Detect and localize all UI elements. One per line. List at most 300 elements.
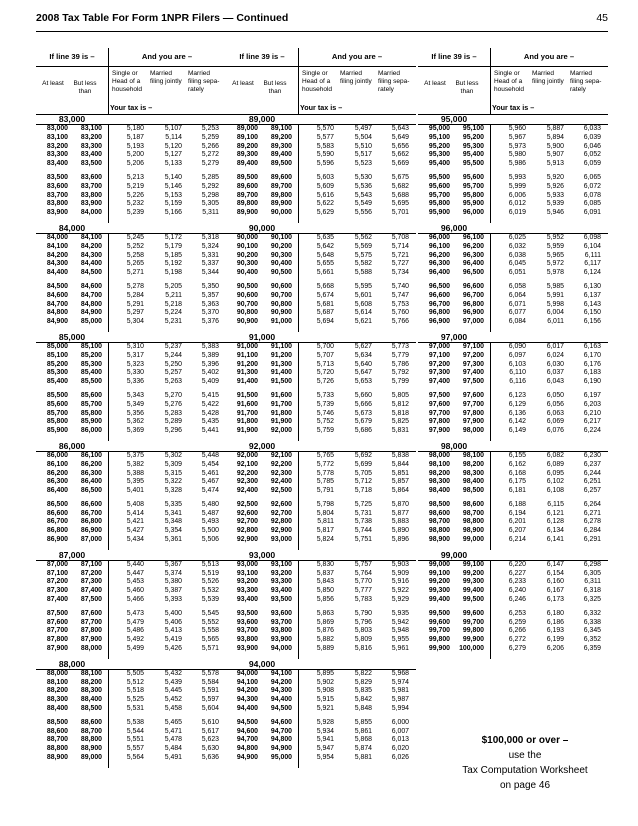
but-less-than-cell: 96,200 xyxy=(462,242,484,250)
but-less-than-cell: 89,200 xyxy=(270,133,292,141)
married-jointly-tax-cell: 5,660 xyxy=(354,391,372,399)
single-tax-cell: 6,071 xyxy=(508,300,526,308)
at-least-cell: 91,100 xyxy=(236,351,258,359)
married-separately-tax-cell: 5,532 xyxy=(201,587,219,595)
table-row xyxy=(36,478,226,487)
but-less-than-cell: 89,300 xyxy=(270,142,292,150)
table-row xyxy=(226,527,416,536)
married-separately-tax-cell: 5,487 xyxy=(201,509,219,517)
single-tax-cell: 5,791 xyxy=(316,487,334,495)
at-least-cell: 85,800 xyxy=(46,418,68,426)
at-least-cell: 86,200 xyxy=(46,469,68,477)
married-jointly-tax-cell: 6,082 xyxy=(546,451,564,459)
but-less-than-cell: 90,400 xyxy=(270,260,292,268)
band-heading-wrap xyxy=(226,114,416,125)
row-group xyxy=(418,174,608,223)
table-row xyxy=(418,636,608,645)
single-tax-cell: 5,648 xyxy=(316,251,334,259)
married-jointly-tax-cell: 5,692 xyxy=(354,451,372,459)
single-tax-cell: 5,505 xyxy=(126,669,144,677)
married-separately-tax-cell: 6,298 xyxy=(583,560,601,568)
single-tax-cell: 6,025 xyxy=(508,233,526,241)
married-separately-tax-cell: 5,467 xyxy=(201,478,219,486)
band-heading-wrap xyxy=(226,223,416,234)
but-less-than-cell: 100,000 xyxy=(459,645,484,653)
married-separately-tax-cell: 5,617 xyxy=(201,727,219,735)
row-group xyxy=(418,501,608,550)
but-less-than-cell: 84,900 xyxy=(80,309,102,317)
single-tax-cell: 5,967 xyxy=(508,133,526,141)
married-jointly-tax-cell: 5,426 xyxy=(164,645,182,653)
at-least-cell: 99,600 xyxy=(428,618,450,626)
table-row xyxy=(226,518,416,527)
but-less-than-cell: 85,900 xyxy=(80,418,102,426)
married-jointly-tax-cell: 5,803 xyxy=(354,627,372,635)
married-separately-tax-cell: 6,013 xyxy=(391,736,409,744)
married-separately-tax-cell: 5,805 xyxy=(391,391,409,399)
but-less-than-cell: 93,300 xyxy=(270,578,292,586)
at-least-cell: 97,600 xyxy=(428,400,450,408)
thousand-band-heading: 87,000 xyxy=(36,550,108,561)
band-rows xyxy=(36,343,226,441)
row-group xyxy=(36,343,226,392)
at-least-cell: 84,900 xyxy=(46,318,68,326)
single-tax-cell: 5,908 xyxy=(316,687,334,695)
married-jointly-tax-cell: 5,939 xyxy=(546,200,564,208)
thousand-band-heading: 94,000 xyxy=(226,659,298,670)
married-separately-tax-cell: 6,124 xyxy=(583,269,601,277)
single-tax-cell: 5,401 xyxy=(126,487,144,495)
married-separately-tax-cell: 5,844 xyxy=(391,460,409,468)
married-jointly-tax-cell: 5,413 xyxy=(164,627,182,635)
single-tax-cell: 5,570 xyxy=(316,125,334,132)
single-tax-cell: 5,655 xyxy=(316,260,334,268)
band-rows xyxy=(36,670,226,768)
table-row xyxy=(226,292,416,301)
single-tax-cell: 6,110 xyxy=(509,369,526,377)
but-less-than-cell: 90,100 xyxy=(270,233,292,241)
married-separately-tax-cell: 5,903 xyxy=(391,560,409,568)
single-tax-cell: 5,661 xyxy=(316,269,334,277)
table-row xyxy=(418,510,608,519)
single-tax-cell: 6,259 xyxy=(508,618,526,626)
married-separately-tax-cell: 6,046 xyxy=(583,142,601,150)
table-row xyxy=(226,705,416,714)
table-row xyxy=(418,343,608,352)
at-least-cell: 88,600 xyxy=(46,727,68,735)
band-heading-wrap xyxy=(418,223,608,234)
married-separately-tax-cell: 5,298 xyxy=(201,191,219,199)
header-divider xyxy=(490,48,491,114)
married-jointly-tax-cell: 5,224 xyxy=(164,309,182,317)
table-row xyxy=(36,352,226,361)
married-separately-tax-cell: 5,883 xyxy=(391,518,409,526)
married-separately-tax-cell: 5,851 xyxy=(391,469,409,477)
but-less-than-cell: 92,300 xyxy=(270,469,292,477)
married-jointly-tax-cell: 5,621 xyxy=(354,318,372,326)
but-less-than-cell: 87,800 xyxy=(80,627,102,635)
table-row xyxy=(418,292,608,301)
at-least-cell: 90,600 xyxy=(236,291,258,299)
but-less-than-cell: 89,500 xyxy=(270,160,292,168)
band-heading-wrap xyxy=(226,332,416,343)
married-jointly-tax-cell: 5,172 xyxy=(164,233,182,241)
table-row xyxy=(226,427,416,436)
but-less-than-cell: 91,700 xyxy=(270,400,292,408)
table-row xyxy=(226,696,416,705)
band-heading-rule xyxy=(490,550,608,561)
single-tax-cell: 6,175 xyxy=(508,478,526,486)
table-row xyxy=(226,192,416,201)
single-tax-cell: 6,253 xyxy=(508,609,526,617)
at-least-cell: 98,000 xyxy=(428,451,450,459)
but-less-than-cell: 98,200 xyxy=(462,460,484,468)
married-separately-label: Married filing sepa- rately xyxy=(188,70,220,93)
married-jointly-tax-cell: 6,056 xyxy=(546,400,564,408)
column-divider xyxy=(108,125,109,223)
single-tax-cell: 5,772 xyxy=(316,460,334,468)
married-separately-tax-cell: 5,610 xyxy=(201,718,219,726)
table-row xyxy=(36,719,226,728)
but-less-than-cell: 95,700 xyxy=(462,182,484,190)
married-separately-tax-cell: 5,454 xyxy=(201,460,219,468)
single-tax-cell: 5,219 xyxy=(126,182,144,190)
at-least-cell: 88,000 xyxy=(46,669,68,677)
married-separately-tax-cell: 5,721 xyxy=(391,251,409,259)
married-separately-tax-cell: 6,059 xyxy=(583,160,601,168)
but-less-than-cell: 93,500 xyxy=(270,596,292,604)
married-separately-tax-cell: 5,812 xyxy=(391,400,409,408)
single-tax-cell: 5,941 xyxy=(316,736,334,744)
married-separately-tax-cell: 5,558 xyxy=(201,627,219,635)
at-least-cell: 92,400 xyxy=(236,487,258,495)
married-jointly-tax-cell: 6,050 xyxy=(546,391,564,399)
but-less-than-cell: 85,100 xyxy=(80,342,102,350)
table-row xyxy=(418,487,608,496)
married-separately-tax-cell: 5,370 xyxy=(201,309,219,317)
married-jointly-tax-cell: 5,465 xyxy=(164,718,182,726)
band-rows xyxy=(418,343,608,441)
table-row xyxy=(226,452,416,461)
single-tax-cell: 5,232 xyxy=(126,200,144,208)
at-least-cell: 91,500 xyxy=(236,391,258,399)
single-tax-cell: 6,019 xyxy=(508,209,526,217)
but-less-than-cell: 83,700 xyxy=(80,182,102,190)
table-row xyxy=(36,536,226,545)
married-separately-tax-cell: 5,643 xyxy=(391,125,409,132)
single-tax-cell: 5,804 xyxy=(316,509,334,517)
at-least-cell: 91,400 xyxy=(236,378,258,386)
married-separately-tax-cell: 5,363 xyxy=(201,300,219,308)
column-divider xyxy=(490,125,491,223)
at-least-cell: 93,000 xyxy=(236,560,258,568)
row-group xyxy=(36,610,226,659)
at-least-cell: 96,200 xyxy=(428,251,450,259)
married-jointly-tax-cell: 5,718 xyxy=(354,487,372,495)
married-jointly-tax-cell: 5,595 xyxy=(354,282,372,290)
table-row xyxy=(36,301,226,310)
single-tax-cell: 5,934 xyxy=(316,727,334,735)
but-less-than-cell: 85,400 xyxy=(80,369,102,377)
but-less-than-cell: 92,700 xyxy=(270,509,292,517)
single-tax-cell: 5,479 xyxy=(126,618,144,626)
thousand-band-heading: 83,000 xyxy=(36,114,108,125)
table-row xyxy=(226,361,416,370)
table-row xyxy=(226,670,416,679)
row-group xyxy=(36,670,226,719)
but-less-than-cell: 86,700 xyxy=(80,509,102,517)
single-tax-cell: 6,240 xyxy=(508,587,526,595)
but-less-than-cell: 92,200 xyxy=(270,460,292,468)
single-tax-cell: 5,622 xyxy=(316,200,334,208)
at-least-cell: 84,800 xyxy=(46,309,68,317)
table-row xyxy=(226,636,416,645)
row-group xyxy=(418,452,608,501)
at-least-cell: 94,000 xyxy=(236,669,258,677)
table-row xyxy=(36,501,226,510)
but-less-than-cell: 85,200 xyxy=(80,351,102,359)
single-tax-cell: 5,518 xyxy=(126,687,144,695)
table-row xyxy=(36,209,226,218)
table-row xyxy=(36,134,226,143)
at-least-label: At least xyxy=(232,80,254,87)
married-jointly-tax-cell: 6,017 xyxy=(546,342,564,350)
single-tax-cell: 6,201 xyxy=(508,518,526,526)
married-separately-tax-cell: 5,747 xyxy=(391,291,409,299)
married-jointly-tax-cell: 6,199 xyxy=(546,636,564,644)
but-less-than-cell: 95,800 xyxy=(462,191,484,199)
married-jointly-tax-cell: 5,289 xyxy=(164,418,182,426)
single-tax-cell: 5,206 xyxy=(126,160,144,168)
married-jointly-tax-cell: 6,043 xyxy=(546,378,564,386)
married-separately-tax-cell: 5,337 xyxy=(201,260,219,268)
single-tax-cell: 5,856 xyxy=(316,596,334,604)
single-tax-cell: 6,084 xyxy=(508,318,526,326)
but-less-than-cell: 93,000 xyxy=(270,536,292,544)
but-less-than-cell: 87,300 xyxy=(80,578,102,586)
table-row xyxy=(226,269,416,278)
but-less-than-cell: 85,000 xyxy=(80,318,102,326)
married-separately-tax-cell: 5,909 xyxy=(391,569,409,577)
but-less-than-cell: 84,200 xyxy=(80,242,102,250)
at-least-cell: 90,200 xyxy=(236,251,258,259)
but-less-than-cell: 91,900 xyxy=(270,418,292,426)
single-tax-cell: 5,499 xyxy=(126,645,144,653)
at-least-cell: 91,200 xyxy=(236,360,258,368)
married-jointly-tax-cell: 5,809 xyxy=(354,636,372,644)
single-tax-cell: 6,272 xyxy=(508,636,526,644)
at-least-cell: 92,600 xyxy=(236,509,258,517)
table-row xyxy=(418,627,608,636)
single-tax-cell: 5,811 xyxy=(317,518,334,526)
single-tax-cell: 5,876 xyxy=(316,627,334,635)
married-jointly-tax-cell: 5,458 xyxy=(164,705,182,713)
at-least-cell: 95,300 xyxy=(428,151,450,159)
table-row xyxy=(36,745,226,754)
married-separately-tax-cell: 5,435 xyxy=(201,418,219,426)
row-group xyxy=(36,452,226,501)
married-separately-tax-cell: 5,396 xyxy=(201,360,219,368)
but-less-than-cell: 96,800 xyxy=(462,300,484,308)
single-tax-cell: 6,116 xyxy=(509,378,526,386)
married-separately-tax-cell: 5,578 xyxy=(201,669,219,677)
but-less-than-cell: 88,800 xyxy=(80,736,102,744)
table-row xyxy=(226,234,416,243)
at-least-cell: 96,000 xyxy=(428,233,450,241)
single-tax-cell: 5,447 xyxy=(126,569,144,577)
table-row xyxy=(36,645,226,654)
but-less-than-cell: 94,900 xyxy=(270,745,292,753)
married-jointly-tax-cell: 5,328 xyxy=(164,487,182,495)
single-tax-cell: 5,369 xyxy=(126,427,144,435)
single-tax-cell: 5,882 xyxy=(316,636,334,644)
married-separately-tax-cell: 5,292 xyxy=(201,182,219,190)
but-less-than-cell: 89,600 xyxy=(270,173,292,181)
married-separately-tax-cell: 5,714 xyxy=(391,242,409,250)
married-separately-tax-cell: 6,000 xyxy=(391,718,409,726)
band-heading-rule xyxy=(298,332,416,343)
but-less-than-cell: 84,600 xyxy=(80,282,102,290)
but-less-than-cell: 98,400 xyxy=(462,478,484,486)
married-jointly-tax-cell: 5,848 xyxy=(354,705,372,713)
single-tax-cell: 5,778 xyxy=(316,469,334,477)
single-tax-cell: 5,317 xyxy=(126,351,144,359)
single-tax-cell: 5,291 xyxy=(126,300,144,308)
married-jointly-tax-cell: 5,829 xyxy=(354,678,372,686)
married-jointly-tax-cell: 5,153 xyxy=(164,191,182,199)
married-jointly-tax-cell: 5,913 xyxy=(546,160,564,168)
married-jointly-tax-cell: 5,822 xyxy=(354,669,372,677)
thousand-band-heading: 91,000 xyxy=(226,332,298,343)
at-least-cell: 93,600 xyxy=(236,618,258,626)
but-less-than-cell: 98,100 xyxy=(462,451,484,459)
single-tax-cell: 6,155 xyxy=(508,451,526,459)
single-tax-cell: 6,181 xyxy=(508,487,526,495)
at-least-cell: 94,900 xyxy=(236,754,258,762)
at-least-cell: 84,400 xyxy=(46,269,68,277)
band-heading-rule xyxy=(490,441,608,452)
at-least-cell: 92,800 xyxy=(236,527,258,535)
at-least-cell: 97,400 xyxy=(428,378,450,386)
married-separately-tax-cell: 5,675 xyxy=(391,173,409,181)
at-least-cell: 87,600 xyxy=(46,618,68,626)
but-less-than-cell: 89,100 xyxy=(270,125,292,132)
single-tax-cell: 5,408 xyxy=(126,500,144,508)
single-tax-cell: 5,752 xyxy=(316,418,334,426)
at-least-cell: 86,400 xyxy=(46,487,68,495)
married-separately-tax-cell: 5,682 xyxy=(391,182,409,190)
table-row xyxy=(36,283,226,292)
married-jointly-tax-cell: 5,439 xyxy=(164,678,182,686)
married-jointly-tax-cell: 5,530 xyxy=(354,173,372,181)
but-less-than-cell: 87,500 xyxy=(80,596,102,604)
married-separately-tax-cell: 6,224 xyxy=(583,427,601,435)
married-jointly-tax-cell: 6,173 xyxy=(546,596,564,604)
married-separately-tax-cell: 5,818 xyxy=(391,409,409,417)
married-separately-tax-cell: 5,838 xyxy=(391,451,409,459)
single-tax-cell: 5,947 xyxy=(316,745,334,753)
single-tax-cell: 5,713 xyxy=(316,360,334,368)
married-separately-tax-cell: 5,461 xyxy=(201,469,219,477)
married-jointly-tax-cell: 5,127 xyxy=(164,151,182,159)
married-separately-tax-cell: 5,428 xyxy=(201,409,219,417)
band-heading-wrap xyxy=(226,659,416,670)
married-separately-tax-cell: 5,324 xyxy=(201,242,219,250)
table-row xyxy=(418,160,608,169)
married-jointly-tax-cell: 5,354 xyxy=(164,527,182,535)
but-less-than-cell: 88,100 xyxy=(80,669,102,677)
married-jointly-tax-cell: 5,796 xyxy=(354,618,372,626)
married-jointly-tax-cell: 5,523 xyxy=(354,160,372,168)
at-least-cell: 92,500 xyxy=(236,500,258,508)
single-tax-cell: 6,214 xyxy=(508,536,526,544)
married-jointly-tax-cell: 5,777 xyxy=(354,587,372,595)
row-group xyxy=(226,174,416,223)
single-tax-cell: 5,921 xyxy=(316,705,334,713)
married-jointly-tax-cell: 5,679 xyxy=(354,418,372,426)
single-tax-cell: 5,694 xyxy=(316,318,334,326)
single-tax-cell: 5,687 xyxy=(316,309,334,317)
at-least-cell: 99,900 xyxy=(428,645,450,653)
married-separately-tax-cell: 5,636 xyxy=(201,754,219,762)
at-least-cell: 86,700 xyxy=(46,518,68,526)
at-least-cell: 83,500 xyxy=(46,173,68,181)
single-tax-cell: 5,434 xyxy=(126,536,144,544)
married-jointly-tax-cell: 5,614 xyxy=(354,309,372,317)
thousand-band-heading: 96,000 xyxy=(418,223,490,234)
married-jointly-tax-cell: 5,712 xyxy=(354,478,372,486)
but-less-than-cell: 88,000 xyxy=(80,645,102,653)
band-rows xyxy=(36,561,226,659)
but-less-than-cell: 99,700 xyxy=(462,618,484,626)
table-row xyxy=(226,536,416,545)
but-less-than-cell: 94,500 xyxy=(270,705,292,713)
single-tax-cell: 6,220 xyxy=(508,560,526,568)
single-tax-cell: 5,863 xyxy=(316,609,334,617)
married-jointly-tax-cell: 5,419 xyxy=(164,636,182,644)
at-least-cell: 95,000 xyxy=(428,125,450,132)
single-tax-cell: 6,142 xyxy=(508,418,526,426)
single-tax-cell: 5,323 xyxy=(126,360,144,368)
single-tax-cell: 5,239 xyxy=(126,209,144,217)
and-you-are-label: And you are – xyxy=(490,48,608,67)
married-jointly-tax-cell: 6,095 xyxy=(546,469,564,477)
married-jointly-tax-cell: 5,205 xyxy=(164,282,182,290)
single-tax-cell: 6,246 xyxy=(508,596,526,604)
married-jointly-tax-cell: 5,159 xyxy=(164,200,182,208)
at-least-cell: 88,400 xyxy=(46,705,68,713)
single-tax-cell: 5,193 xyxy=(126,142,144,150)
table-row xyxy=(226,587,416,596)
row-group xyxy=(418,343,608,392)
single-tax-cell: 5,830 xyxy=(316,560,334,568)
but-less-than-cell: 92,400 xyxy=(270,478,292,486)
single-tax-cell: 5,258 xyxy=(126,251,144,259)
table-row xyxy=(418,501,608,510)
at-least-cell: 83,800 xyxy=(46,200,68,208)
but-less-than-cell: 85,500 xyxy=(80,378,102,386)
at-least-cell: 97,500 xyxy=(428,391,450,399)
single-tax-cell: 5,700 xyxy=(316,342,334,350)
married-jointly-tax-cell: 6,206 xyxy=(546,645,564,653)
at-least-cell: 86,000 xyxy=(46,451,68,459)
married-jointly-tax-cell: 5,341 xyxy=(164,509,182,517)
but-less-than-cell: 96,100 xyxy=(462,233,484,241)
table-row xyxy=(418,610,608,619)
married-separately-tax-cell: 6,039 xyxy=(583,133,601,141)
married-separately-tax-cell: 5,961 xyxy=(391,645,409,653)
band-heading-wrap xyxy=(418,114,608,125)
